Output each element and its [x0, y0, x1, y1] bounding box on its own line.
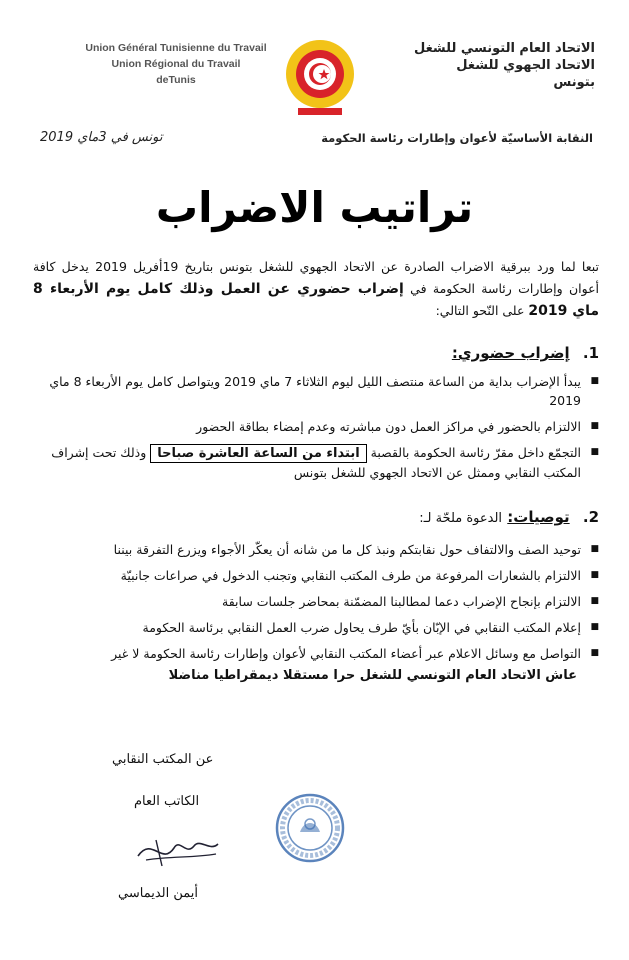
list-item: [43, 540, 603, 559]
section-1-list: [43, 372, 603, 489]
list-item: [43, 618, 603, 637]
section-2-label: توصيات:: [507, 508, 570, 526]
section-1-label: إضراب حضوري:: [451, 344, 570, 362]
letterhead-ar-line2: الاتحاد الجهوي للشغل: [456, 58, 595, 73]
list-item-text: الالتزام بالشعارات المرفوعة من طرف المكتب النقابي وتجنب الدخول في صراعات جانبيّة: [120, 568, 581, 583]
section-2-list: [43, 540, 603, 670]
ugtt-logo-icon: [284, 36, 356, 118]
list-item: [43, 644, 603, 663]
union-name: النقابة الأساسيّة لأعوان وإطارات رئاسة الحكومة: [321, 131, 593, 145]
document-date: تونس في 3ماي 2019: [40, 130, 163, 145]
handwritten-signature-icon: [132, 826, 222, 870]
document-title: تراتيب الاضراب: [155, 183, 474, 232]
list-item-text: توحيد الصف والالتفاف حول نقابتكم ونبذ كل ما من شانه أن يعكّر الأجواء ويزرع التفرقة بيننا: [113, 542, 581, 557]
letterhead-french: [66, 40, 286, 88]
bullet-icon: ■: [590, 376, 599, 386]
closing-slogan: عاش الاتحاد العام التونسي للشغل حرا مستقلا ديمقراطيا مناضلا: [168, 668, 577, 683]
list-item-text: إعلام المكتب النقابي في الإبّان بأيّ طرف يحاول ضرب العمل النقابي برئاسة الحكومة: [142, 620, 581, 635]
intro-text-bold: إضراب حضوري عن العمل وذلك كامل يوم الأربعاء 8 ماي 2019: [33, 281, 599, 319]
list-item-text: الالتزام بالحضور في مراكز العمل دون مباشرته وعدم إمضاء بطاقة الحضور: [196, 419, 581, 434]
signature-role-line: الكاتب العام: [134, 794, 200, 809]
signature-office-line: عن المكتب النقابي: [112, 752, 214, 767]
list-item-text: وذلك تحت إشراف المكتب النقابي وممثل عن الاتحاد الجهوي للشغل بتونس: [51, 445, 581, 480]
intro-paragraph: [33, 256, 599, 322]
highlighted-time-box: ابتداء من الساعة العاشرة صباحا: [150, 444, 366, 463]
letterhead-ar-line1: الاتحاد العام التونسي للشغل: [413, 41, 595, 56]
list-item-text: الالتزام بإنجاح الإضراب دعما لمطالبنا المضمّنة بمحاضر جلسات سابقة: [222, 594, 581, 609]
bullet-icon: ■: [590, 544, 599, 554]
list-item-text: التجمّع داخل مقرّ رئاسة الحكومة بالقصبة: [370, 445, 581, 460]
bullet-icon: ■: [590, 447, 599, 457]
list-item: [43, 417, 603, 436]
signatory-name: أيمن الديماسي: [118, 886, 198, 901]
bullet-icon: ■: [590, 596, 599, 606]
bullet-icon: ■: [590, 570, 599, 580]
letterhead-arabic: [365, 40, 595, 91]
section-2-number: 2.: [582, 508, 599, 526]
letterhead-ar-line3: بتونس: [553, 75, 595, 90]
intro-text-1: تبعا لما ورد ببرقية الاضراب الصادرة عن الاتحاد الجهوي للشغل بتونس بتاريخ 19أفريل 2019 يدخل كافة أعوان وإطارات رئاسة الحكومة في: [33, 259, 600, 296]
list-item: [43, 443, 603, 482]
section-2-heading: [419, 504, 599, 530]
section-2-rest: الدعوة ملحّة لـ:: [419, 511, 503, 526]
letterhead-fr-line3: deTunis: [156, 74, 196, 86]
list-item: [43, 372, 603, 410]
official-stamp-icon: [274, 792, 346, 864]
section-1-number: 1.: [582, 344, 599, 362]
section-1-heading: [452, 340, 599, 366]
bullet-icon: ■: [590, 421, 599, 431]
letterhead-fr-line1: Union Général Tunisienne du Travail: [85, 42, 267, 54]
bullet-icon: ■: [590, 648, 599, 658]
list-item: [43, 592, 603, 611]
bullet-icon: ■: [590, 622, 599, 632]
letterhead-fr-line2: Union Régional du Travail: [111, 58, 241, 70]
list-item-text: التواصل مع وسائل الاعلام عبر أعضاء المكتب النقابي لأعوان وإطارات رئاسة الحكومة لا غير: [111, 646, 581, 661]
intro-text-2: على النّحو التالي:: [435, 303, 525, 318]
list-item-text: يبدأ الإضراب بداية من الساعة منتصف الليل ليوم الثلاثاء 7 ماي 2019 ويتواصل كامل يوم الأربعاء 8 ماي 2019: [49, 374, 581, 408]
list-item: [43, 566, 603, 585]
